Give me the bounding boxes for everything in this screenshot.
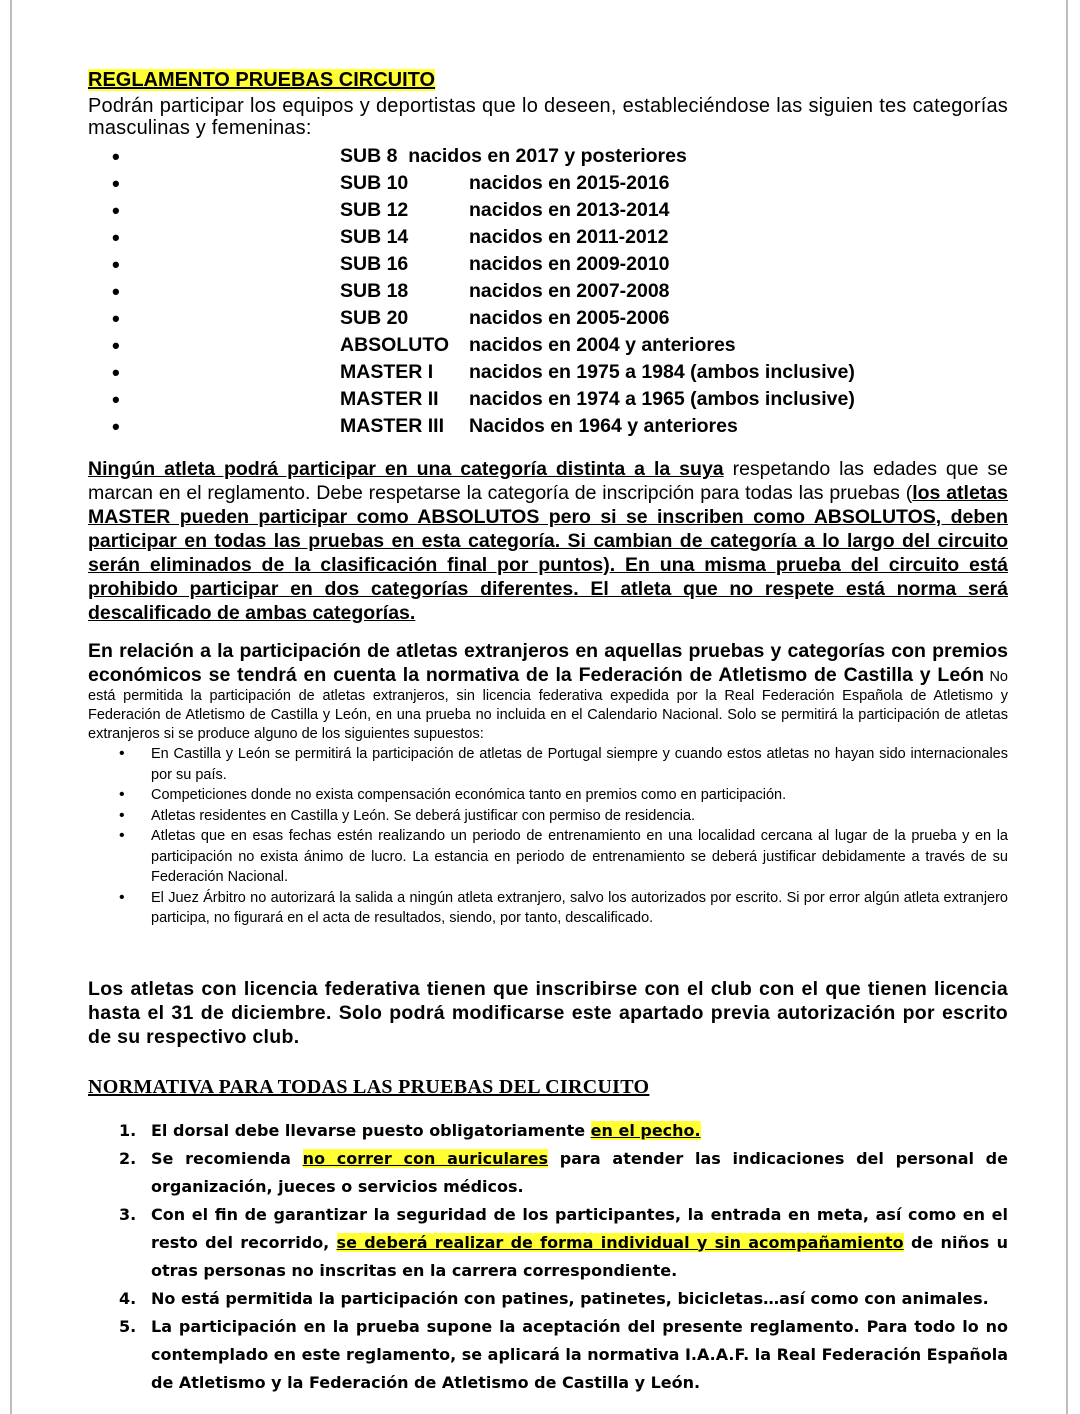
- highlighted-text: en el pecho.: [590, 1120, 701, 1140]
- foreign-conditions-list: [88, 744, 1008, 929]
- list-item: • Competiciones donde no exista compensación económica tanto en premios como en participación.: [88, 785, 1008, 806]
- bullet-icon: •: [112, 279, 120, 304]
- bullet-icon: •: [119, 888, 125, 906]
- document-page: [88, 68, 1008, 1397]
- intro-paragraph: Podrán participar los equipos y deportistas que lo deseen, estableciéndose las siguien tes categorías masculinas y femeninas:: [88, 95, 1008, 139]
- category-item: • MASTER II nacidos en 1974 a 1965 (ambos inclusive): [112, 387, 855, 412]
- category-item: • SUB 8 nacidos en 2017 y posteriores: [112, 144, 687, 169]
- page-edge-left: [10, 0, 12, 1414]
- bullet-icon: •: [112, 306, 120, 331]
- bullet-icon: •: [112, 252, 120, 277]
- license-paragraph: Los atletas con licencia federativa tienen que inscribirse con el club con el que tienen licencia hasta el 31 de diciembre. Solo podrá modificarse este apartado previa autorización por escrito de su respectivo club.: [88, 977, 1008, 1048]
- normativa-title: NORMATIVA PARA TODAS LAS PRUEBAS DEL CIRCUITO: [88, 1075, 650, 1098]
- bullet-icon: •: [112, 225, 120, 250]
- highlighted-text: se deberá realizar de forma individual y sin acompañamiento: [336, 1232, 904, 1252]
- list-item: • Atletas residentes en Castilla y León. Se deberá justificar con permiso de residencia.: [88, 806, 1008, 827]
- category-rule-paragraph: Ningún atleta podrá participar en una categoría distinta a la suya respetando las edades que se marcan en el reglamento. Debe respetarse la categoría de inscripción para todas las pruebas (los atletas MASTER pueden participar como ABSOLUTOS pero si se inscriben como ABSOLUTOS, deben participar en todas las pruebas en esta categoría. Si cambian de categoría a lo largo del circuito serán eliminados de la clasificación final por puntos). En una misma prueba del circuito está prohibido participar en dos categorías diferentes. El atleta que no respete está norma será descalificado de ambas categorías.: [88, 458, 1008, 624]
- page-edge-right: [1066, 0, 1068, 1414]
- bullet-icon: •: [119, 806, 125, 824]
- category-item: • SUB 12 nacidos en 2013-2014: [112, 198, 670, 223]
- highlighted-text: no correr con auriculares: [302, 1148, 549, 1168]
- bullet-icon: •: [112, 171, 120, 196]
- category-item: • SUB 10 nacidos en 2015-2016: [112, 171, 670, 196]
- bullet-icon: •: [112, 144, 120, 169]
- bullet-icon: •: [112, 198, 120, 223]
- list-item: 4. No está permitida la participación con patines, patinetes, bicicletas…así como con animales.: [119, 1288, 989, 1308]
- list-item: 5. La participación en la prueba supone la aceptación del presente reglamento. Para todo lo no contemplado en este reglamento, se aplicará la normativa I.A.A.F. la Real Federación Española de Atletismo y la Federación de Atletismo de Castilla y León.: [119, 1316, 1009, 1392]
- bullet-icon: •: [112, 414, 120, 439]
- list-item: 2. Se recomienda no correr con auriculares para atender las indicaciones del personal de organización, jueces o servicios médicos.: [119, 1148, 1008, 1196]
- category-item: • ABSOLUTO nacidos en 2004 y anteriores: [112, 333, 736, 358]
- bullet-icon: •: [112, 333, 120, 358]
- bullet-icon: •: [119, 786, 125, 803]
- category-item: • MASTER III Nacidos en 1964 y anteriores: [112, 414, 738, 439]
- list-item: • Atletas que en esas fechas estén realizando un periodo de entrenamiento en una localidad cercana al lugar de la prueba y en la participación no exista ánimo de lucro. La estancia en periodo de entrenamiento se deberá justificar debidamente a través de su Federación Nacional.: [119, 827, 1008, 885]
- foreign-heading: En relación a la participación de atletas extranjeros en aquellas pruebas y categorías con premios económicos se tendrá en cuenta la normativa de la Federación de Atletismo de Castilla y León: [88, 640, 1008, 686]
- category-list: [88, 143, 1008, 440]
- bullet-icon: •: [112, 387, 120, 412]
- list-item: • El Juez Árbitro no autorizará la salida a ningún atleta extranjero, salvo los autorizados por escrito. Si por error algún atleta extranjero participa, no figurará en el acta de resultados, siendo, por tanto, descalificado.: [119, 888, 1008, 926]
- category-item: • SUB 16 nacidos en 2009-2010: [112, 252, 670, 277]
- bullet-icon: •: [112, 360, 120, 385]
- category-item: • SUB 18 nacidos en 2007-2008: [112, 279, 670, 304]
- category-item: • SUB 20 nacidos en 2005-2006: [112, 306, 670, 331]
- foreign-text: No está permitida la participación de atletas extranjeros, sin licencia federativa expedida por la Real Federación Española de Atletismo y Federación de Atletismo de Castilla y León, en una prueba no incluida en el Calendario Nacional. Solo se permitirá la participación de atletas extranjeros si se produce alguno de los siguientes supuestos:: [88, 669, 1008, 742]
- list-item: 3. Con el fin de garantizar la seguridad de los participantes, la entrada en meta, así como en el resto del recorrido, se deberá realizar de forma individual y sin acompañamiento de niños u otras personas no inscritas en la carrera correspondiente.: [119, 1204, 1009, 1280]
- normativa-rules-list: [88, 1117, 1008, 1397]
- bullet-icon: •: [119, 745, 125, 762]
- bullet-icon: •: [119, 827, 125, 844]
- category-item: • SUB 14 nacidos en 2011-2012: [112, 225, 669, 250]
- list-item: 1. El dorsal debe llevarse puesto obligatoriamente en el pecho.: [119, 1120, 701, 1140]
- category-item: • MASTER I nacidos en 1975 a 1984 (ambos inclusive): [112, 360, 855, 385]
- page-title: REGLAMENTO PRUEBAS CIRCUITO: [88, 69, 436, 91]
- list-item: • En Castilla y León se permitirá la participación de atletas de Portugal siempre y cuando estos atletas no hayan sido internacionales por su país.: [119, 745, 1008, 783]
- foreign-athletes-section: [88, 639, 1008, 929]
